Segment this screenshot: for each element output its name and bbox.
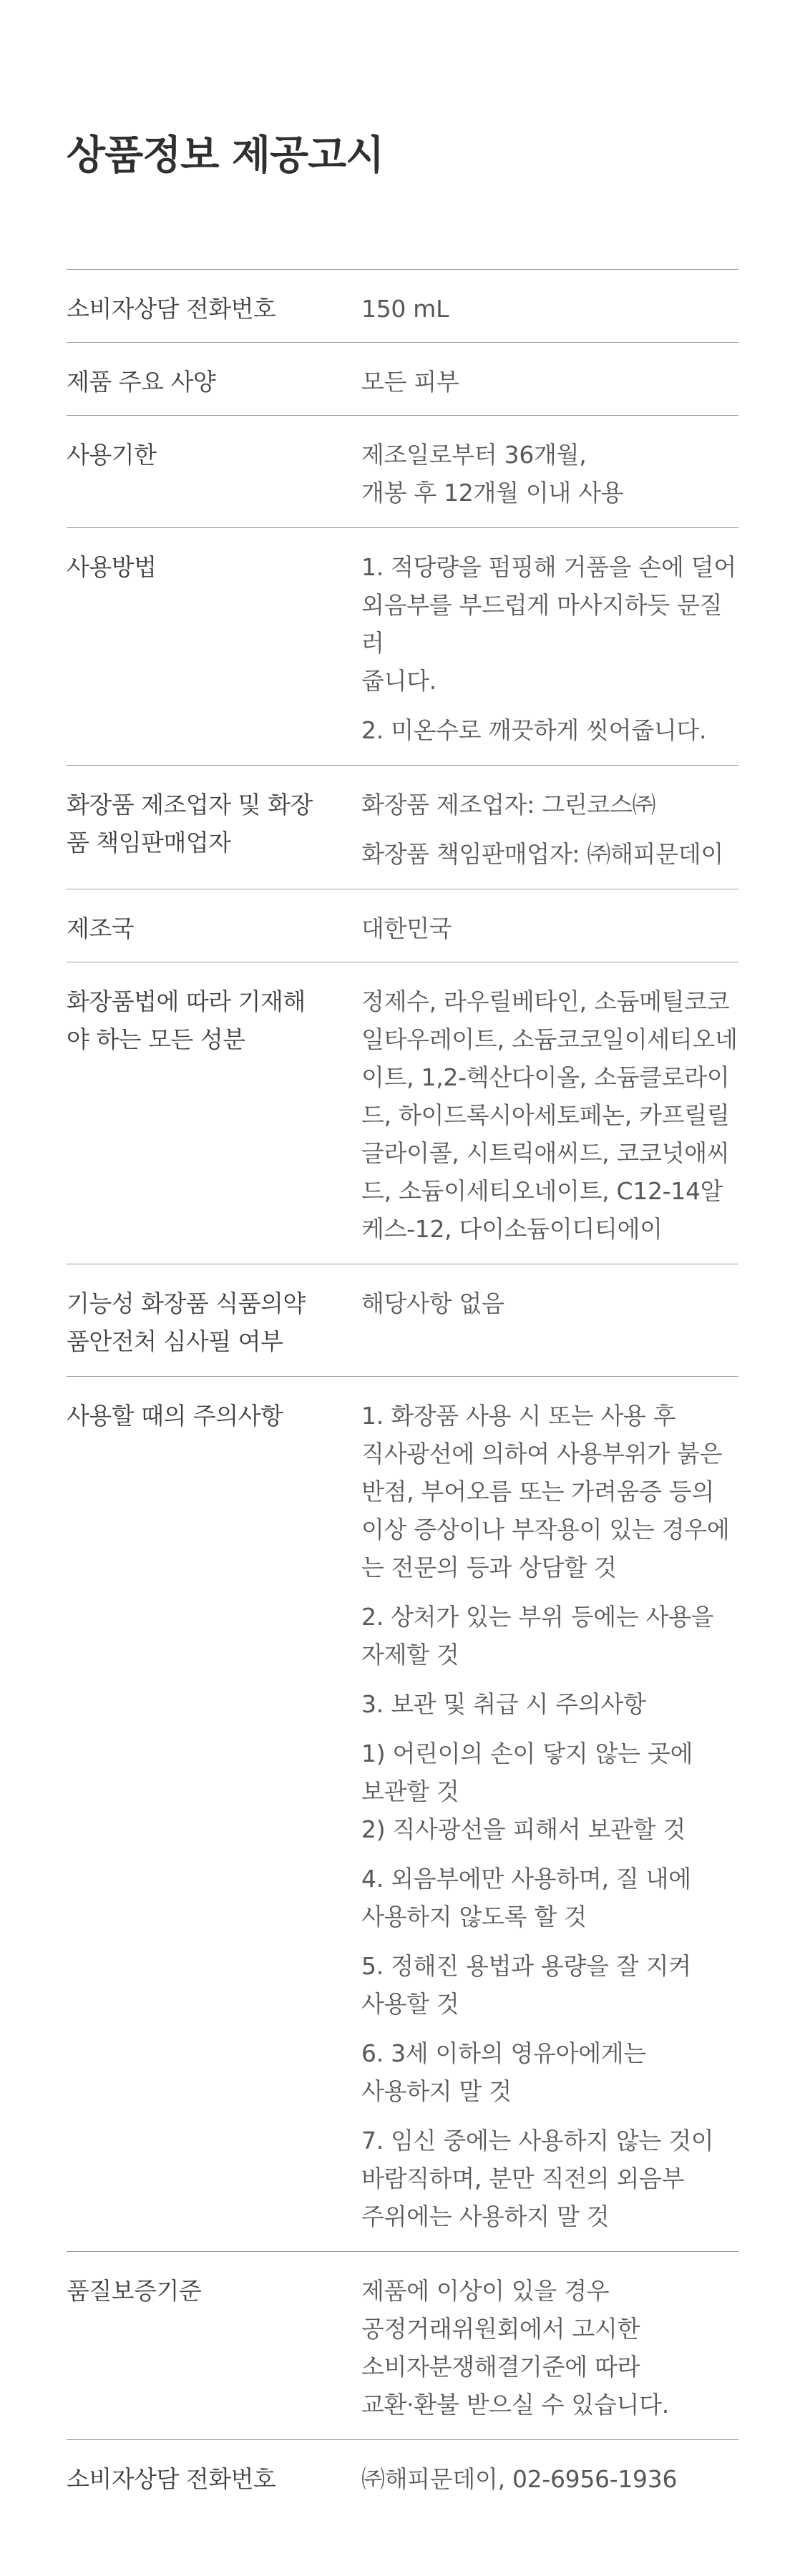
row-value-text: 정제수, 라우릴베타인, 소듐메틸코코 일타우레이트, 소듐코코일이세티오네 이트, 1,2-헥산다이올, 소듐클로라이 드, 하이드록시아세토페논, 카프릴릴 글라이콜, 시트릭애씨드, 코코넛애씨 드, 소듐이세티오네이트, C12-14알 케스-12, 다이소듐이디티에이: [361, 987, 738, 1243]
row-value-text: 5. 정해진 용법과 용량을 잘 지켜 사용할 것: [361, 1952, 691, 2018]
table-row: [67, 1264, 738, 1376]
table-row: [67, 269, 738, 342]
row-value: [361, 363, 738, 401]
row-value-text: 2) 직사광선을 피해서 보관할 것: [361, 1815, 686, 1843]
row-value-text: 제품에 이상이 있을 경우 공정거래위원회에서 고시한 소비자분쟁해결기준에 따라 교환·환불 받으실 수 있습니다.: [361, 2277, 669, 2419]
row-label: [67, 2460, 361, 2498]
row-value-text: 150 mL: [361, 295, 449, 323]
row-label: [67, 909, 361, 947]
row-label: [67, 363, 361, 401]
row-label: [67, 982, 361, 1058]
row-label: [67, 2272, 361, 2310]
row-value-text: 1. 적당량을 펌핑해 거품을 손에 덜어 외음부를 부드럽게 마사지하듯 문질러 줍니다.: [361, 553, 736, 695]
row-label-text: 소비자상담 전화번호: [67, 295, 276, 323]
row-label: [67, 786, 361, 862]
row-value-text: 화장품 제조업자: 그린코스㈜: [361, 791, 656, 819]
row-label-text: 사용방법: [67, 553, 157, 581]
row-value: [361, 290, 738, 328]
row-value: [361, 982, 738, 1248]
row-label-text: 품질보증기준: [67, 2277, 202, 2305]
row-value-text: ㈜해피문데이, 02-6956-1936: [361, 2465, 678, 2493]
row-value-text: 제조일로부터 36개월, 개봉 후 12개월 이내 사용: [361, 441, 624, 507]
table-row: [67, 527, 738, 765]
row-label: [67, 1397, 361, 1435]
row-value-text: 화장품 책임판매업자: ㈜해피문데이: [361, 840, 723, 868]
row-label-text: 화장품 제조업자 및 화장 품 책임판매업자: [67, 791, 313, 857]
row-value-text: 대한민국: [361, 914, 452, 942]
row-label-text: 사용할 때의 주의사항: [67, 1402, 283, 1430]
row-value-text: 2. 상처가 있는 부위 등에는 사용을 자제할 것: [361, 1603, 714, 1669]
table-row: [67, 889, 738, 962]
table-row: [67, 962, 738, 1264]
row-value-text: 7. 임신 중에는 사용하지 않는 것이 바람직하며, 분만 직전의 외음부 주위에는 사용하지 말 것: [361, 2127, 714, 2230]
product-info-table: [67, 269, 738, 2512]
row-value-text: 해당사항 없음: [361, 1289, 504, 1317]
row-value-text: 1) 어린이의 손이 닿지 않는 곳에 보관할 것: [361, 1740, 693, 1805]
row-label: [67, 436, 361, 474]
table-row: [67, 1376, 738, 2251]
row-value: [361, 1397, 738, 2235]
row-label: [67, 290, 361, 328]
row-value: [361, 1284, 738, 1322]
row-label: [67, 1284, 361, 1360]
table-row: [67, 2439, 738, 2512]
table-row: [67, 2251, 738, 2439]
table-row: [67, 765, 738, 889]
row-value: [361, 786, 738, 873]
row-label-text: 제품 주요 사양: [67, 368, 216, 396]
row-label-text: 소비자상담 전화번호: [67, 2465, 276, 2493]
page-title: 상품정보 제공고시: [67, 132, 384, 179]
row-label-text: 화장품법에 따라 기재해 야 하는 모든 성분: [67, 987, 306, 1053]
table-row: [67, 415, 738, 527]
row-value-text: 2. 미온수로 깨끗하게 씻어줍니다.: [361, 716, 707, 744]
row-value-text: 4. 외음부에만 사용하며, 질 내에 사용하지 않도록 할 것: [361, 1865, 691, 1931]
row-value-text: 6. 3세 이하의 영유아에게는 사용하지 말 것: [361, 2039, 646, 2105]
row-label-text: 제조국: [67, 914, 135, 942]
row-value: [361, 548, 738, 749]
row-value: [361, 2460, 738, 2498]
row-value-text: 1. 화장품 사용 시 또는 사용 후 직사광선에 의하여 사용부위가 붉은 반점, 부어오름 또는 가려움증 등의 이상 증상이나 부작용이 있는 경우에 는 전문의 등과 상담할 것: [361, 1402, 730, 1581]
row-label: [67, 548, 361, 586]
row-label-text: 기능성 화장품 식품의약 품안전처 심사필 여부: [67, 1289, 306, 1355]
table-row: [67, 342, 738, 415]
row-value-text: 3. 보관 및 취급 시 주의사항: [361, 1690, 646, 1718]
row-value: [361, 909, 738, 947]
row-value: [361, 436, 738, 512]
row-value-text: 모든 피부: [361, 368, 459, 396]
row-label-text: 사용기한: [67, 441, 157, 469]
row-value: [361, 2272, 738, 2424]
